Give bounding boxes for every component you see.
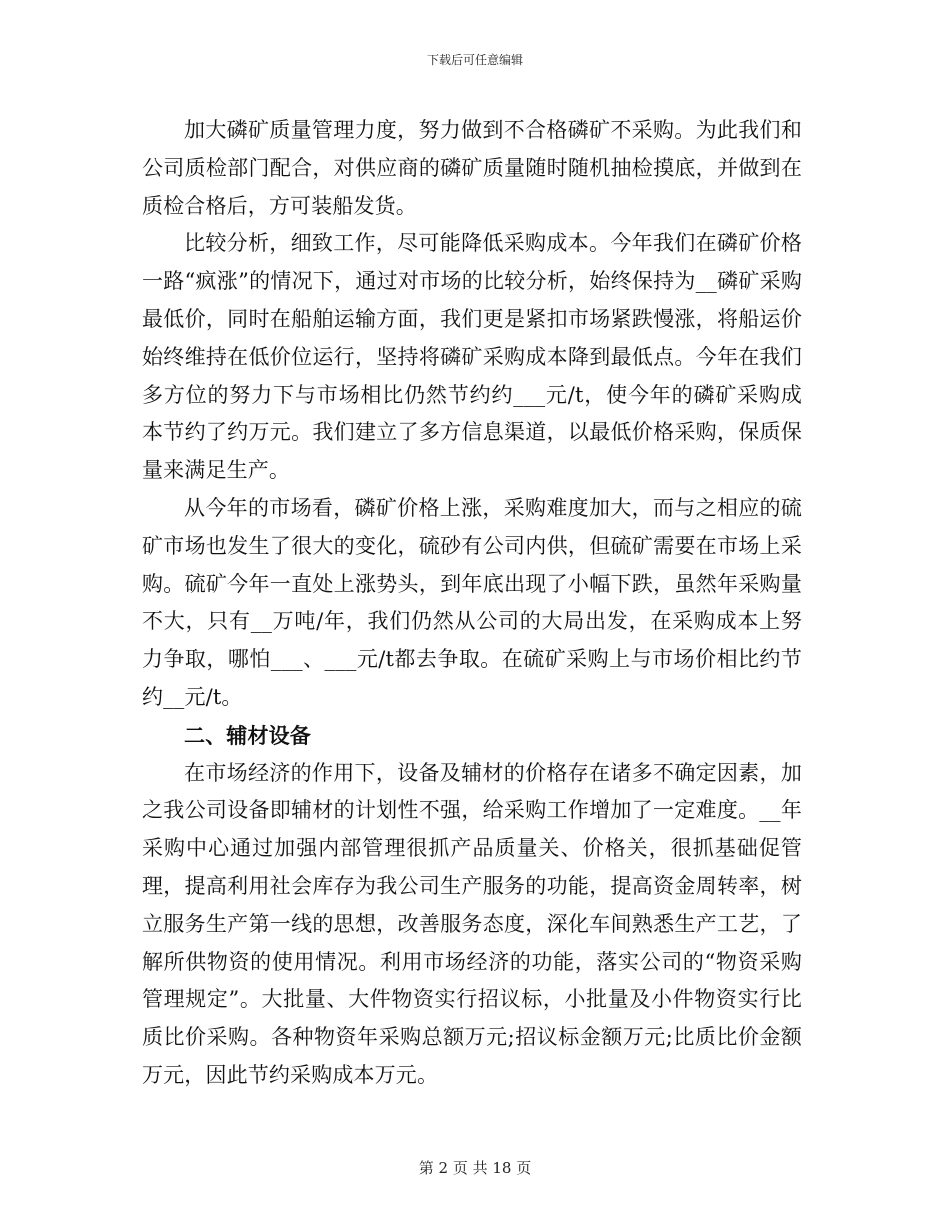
- paragraph-cost-analysis: 比较分析，细致工作，尽可能降低采购成本。今年我们在磷矿价格一路“疯涨”的情况下，通过对市场的比较分析，始终保持为__磷矿采购最低价，同时在船舶运输方面，我们更是紧扣市场紧跌慢涨，将船运价始终维持在低价位运行，坚持将磷矿采购成本降到最低点。今年在我们多方位的努力下与市场相比仍然节约约___元/t，使今年的磷矿采购成本节约了约万元。我们建立了多方信息渠道，以最低价格采购，保质保量来满足生产。: [142, 231, 802, 483]
- paragraph-phosphate-quality: 加大磷矿质量管理力度，努力做到不合格磷矿不采购。为此我们和公司质检部门配合，对供应商的磷矿质量随时随机抽检摸底，并做到在质检合格后，方可装船发货。: [142, 118, 802, 218]
- document-body: [142, 112, 802, 1095]
- section-heading: 二、辅材设备: [184, 722, 311, 748]
- page-footer: 第 2 页 共 18 页: [418, 1159, 532, 1177]
- paragraph-auxiliary-materials: 在市场经济的作用下，设备及辅材的价格存在诸多不确定因素，加之我公司设备即辅材的计划性不强，给采购工作增加了一定难度。__年采购中心通过加强内部管理很抓产品质量关、价格关，很抓基础促管理，提高利用社会库存为我公司生产服务的功能，提高资金周转率，树立服务生产第一线的思想，改善服务态度，深化车间熟悉生产工艺，了解所供物资的使用情况。利用市场经济的功能，落实公司的“物资采购管理规定”。大批量、大件物资实行招议标，小批量及小件物资实行比质比价采购。各种物资年采购总额万元;招议标金额万元;比质比价金额万元，因此节约采购成本万元。: [142, 760, 802, 1087]
- paragraph-sulfur-market: 从今年的市场看，磷矿价格上涨，采购难度加大，而与之相应的硫矿市场也发生了很大的变化，硫砂有公司内供，但硫矿需要在市场上采购。硫矿今年一直处上涨势头，到年底出现了小幅下跌，虽然年采购量不大，只有__万吨/年，我们仍然从公司的大局出发，在采购成本上努力争取，哪怕___、___元/t都去争取。在硫矿采购上与市场价相比约节约__元/t。: [142, 495, 802, 709]
- page-header: 下载后可任意编辑: [426, 53, 523, 67]
